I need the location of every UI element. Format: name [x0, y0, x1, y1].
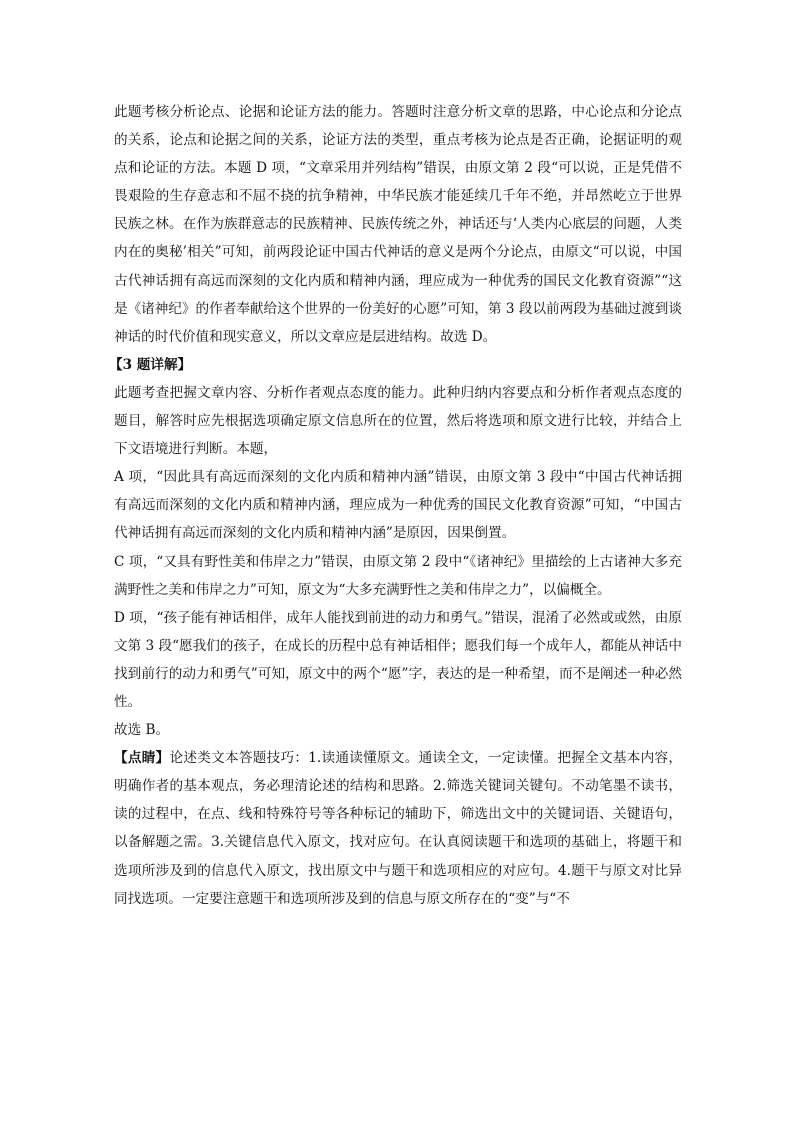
option-c-analysis: C 项，“又具有野性美和伟岸之力”错误，由原文第 2 段中“《诸神纪》里描绘的上古诸神大多充满野性之美和伟岸之力”可知，原文为“大多充满野性之美和伟岸之力”，以偏概全。 — [114, 553, 682, 598]
tip-label: 【点睛】 — [114, 750, 170, 767]
section-heading-question-3: 【3 题详解】 — [109, 356, 192, 373]
option-a-analysis: A 项，“因此具有高远而深刻的文化内质和精神内涵”错误，由原文第 3 段中“中国古代神话拥有高远而深刻的文化内质和精神内涵，理应成为一种优秀的国民文化教育资源”可知，“中国古代神话拥有高远而深刻的文化内质和精神内涵”是原因，因果倒置。 — [114, 469, 682, 542]
tip-paragraph — [114, 744, 682, 913]
document-body — [109, 98, 683, 913]
analysis-paragraph-content: 此题考查把握文章内容、分析作者观点态度的能力。此种归纳内容要点和分析作者观点态度的题目，解答时应先根据选项确定原文信息所在的位置，然后将选项和原文进行比较，并结合上下文语境进行判断。本题， — [114, 384, 682, 458]
tip-text: 论述类文本答题技巧：1.读通读懂原文。通读全文，一定读懂。把握全文基本内容，明确作者的基本观点，务必理清论述的结构和思路。2.筛选关键词关键句。不动笔墨不读书，读的过程中，在点、线和特殊符号等各种标记的辅助下，筛选出文中的关键词语、关键语句，以备解题之需。3.关键信息代入原文，找对应句。在认真阅读题干和选项的基础上，将题干和选项所涉及到的信息代入原文，找出原文中与题干和选项相应的对应句。4.题干与原文对比异同找选项。一定要注意题干和选项所涉及到的信息与原文所存在的“变”与“不 — [114, 750, 683, 907]
answer-conclusion: 故选 B。 — [114, 722, 170, 739]
option-d-analysis: D 项，“孩子能有神话相伴，成年人能找到前进的动力和勇气。”错误，混淆了必然或或然，由原文第 3 段“愿我们的孩子，在成长的历程中总有神话相伴；愿我们每一个成年人，都能从神话中找到前行的动力和勇气”可知，原文中的两个“愿”字，表达的是一种希望，而不是阐述一种必然性。 — [114, 609, 682, 710]
analysis-paragraph-argument: 此题考核分析论点、论据和论证方法的能力。答题时注意分析文章的思路，中心论点和分论点的关系，论点和论据之间的关系，论证方法的类型，重点考核为论点是否正确，论据证明的观点和论证的方法。本题 D 项，“文章采用并列结构”错误，由原文第 2 段“可以说，正是凭借不畏艰险的生存意志和不屈不挠的抗争精神，中华民族才能延续几千年不绝，并昂然屹立于世界民族之林。在作为族群意志的民族精神、民族传统之外，神话还与‘人类内心底层的问题，人类内在的奥秘’相关”可知，前两段论证中国古代神话的意义是两个分论点，由原文“可以说，中国古代神话拥有高远而深刻的文化内质和精神内涵，理应成为一种优秀的国民文化教育资源”“这是《诸神纪》的作者奉献给这个世界的一份美好的心愿”可知，第 3 段以前两段为基础过渡到谈神话的时代价值和现实意义，所以文章应是层进结构。故选 D。 — [114, 104, 682, 345]
